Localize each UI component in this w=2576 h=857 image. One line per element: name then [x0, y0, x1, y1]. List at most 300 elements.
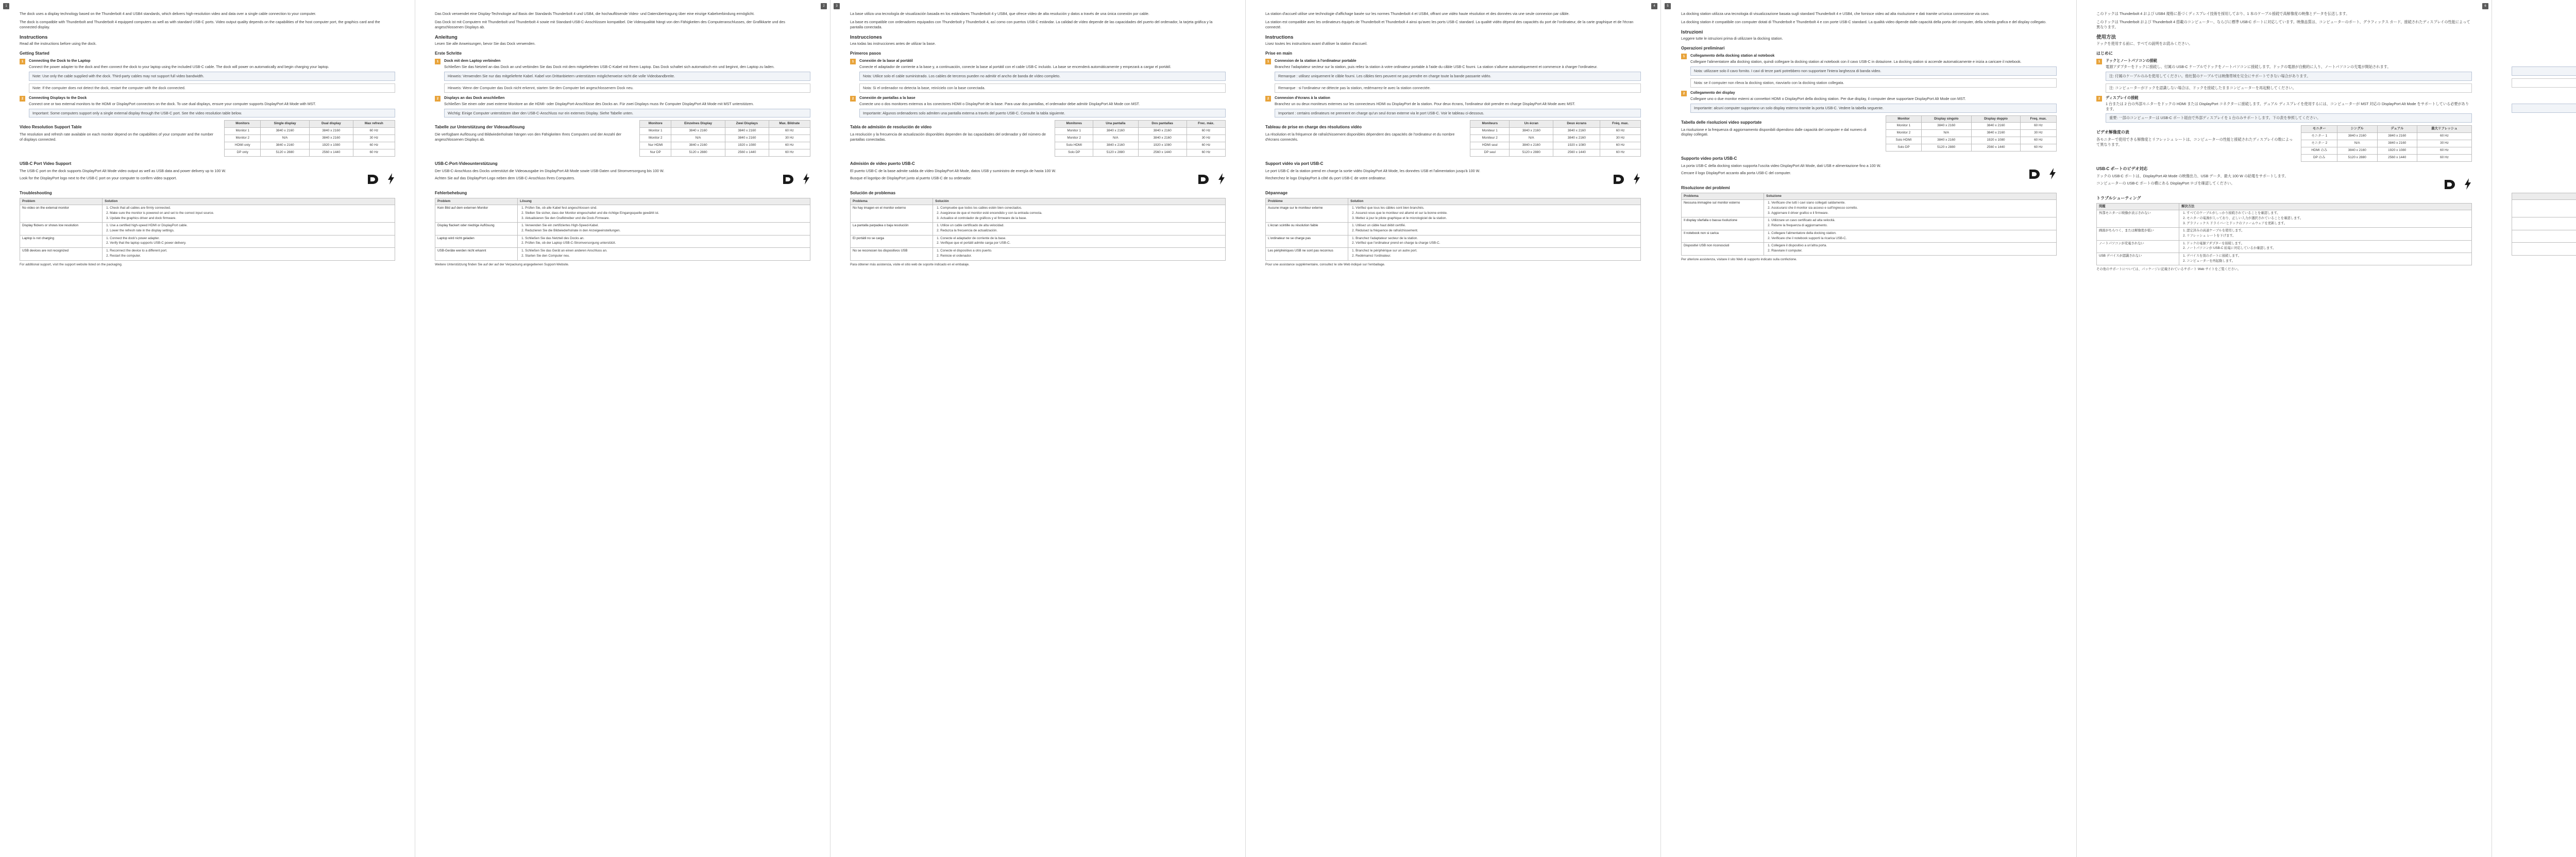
resolution-table-cell: 1920 x 1080 [1553, 142, 1600, 149]
troubleshooting-row [435, 205, 810, 223]
resolution-table-cell: 3840 x 2160 [2337, 133, 2378, 140]
troubleshooting-title: Risoluzione dei problemi [1681, 185, 1730, 190]
support-footer: その他のサポートについては、パッケージに記載されているサポート Web サイトをご覧ください。 [2096, 267, 2241, 272]
resolution-table-cell: 3840 x 2160 [1138, 128, 1187, 135]
usbc-video-paragraph: コンピューターの USB-C ポートの横にある DisplayPort ロゴを確認してください。 [2096, 180, 2235, 186]
resolution-table-cell: 3840 x 2160 [261, 128, 310, 135]
resolution-table-cell: HDMI seul [1470, 142, 1510, 149]
step-body [2512, 59, 2576, 64]
solution-step: 1. Branchez l'adaptateur secteur de la station. [1355, 237, 1638, 241]
solution-step [2514, 201, 2576, 206]
troubleshooting-row [435, 248, 810, 260]
displayport-logo [2443, 179, 2456, 191]
solution-list [105, 206, 393, 221]
troubleshooting-header: Lösung [518, 198, 810, 205]
troubleshooting-solution [1348, 235, 1641, 247]
resolution-table-row [1055, 149, 1226, 156]
troubleshooting-problem: 外部モニターに映像が表示されない [2097, 210, 2179, 228]
usbc-video-section [435, 169, 810, 186]
step-title: Displays an das Dock anschließen [444, 95, 505, 100]
usbc-video-section [2096, 174, 2472, 191]
troubleshooting-solution [518, 205, 810, 223]
language-panel-en [0, 0, 415, 857]
solution-step: 1. Utilisez un câble haut débit certifié. [1355, 224, 1638, 228]
resolution-table-row [1055, 135, 1226, 142]
troubleshooting-problem: No se reconocen los dispositivos USB [851, 248, 933, 260]
resolution-table-cell: 1920 x 1080 [1972, 137, 2021, 144]
displayport-logo [366, 174, 380, 186]
solution-list [1766, 244, 2054, 253]
usbc-video-paragraph: El puerto USB-C de la base admite salida de vídeo DisplayPort Alt Mode, datos USB y suministro de energía de hasta 100 W. [850, 168, 1056, 173]
step-body: Connect one or two external monitors to the HDMI or DisplayPort connectors on the dock. To use dual displays, ensure your computer supports DisplayPort Alt Mode with MST. [29, 101, 316, 106]
resolution-table-text: La resolución y la frecuencia de actualización disponibles dependen de las capacidades del ordenador y del número de pantallas conectadas. [850, 132, 1046, 142]
instructions-title: Instrucciones [850, 34, 882, 40]
solution-list [935, 224, 1223, 233]
displayport-logo [2028, 169, 2041, 181]
resolution-table-title: Video Resolution Support Table [20, 125, 82, 130]
resolution-table-cell: 2560 x 1440 [1972, 144, 2021, 151]
step-body: Conecte uno o dos monitores externos a los conectores HDMI o DisplayPort de la base. Para usar dos pantallas, el ordenador debe admitir DisplayPort Alt Mode con MST. [859, 101, 1140, 106]
resolution-table-header: Dos pantallas [1138, 121, 1187, 128]
troubleshooting-row [20, 235, 395, 247]
resolution-table-header: Display singolo [1921, 115, 1971, 123]
usbc-video-paragraph: ドックの USB-C ポートは、DisplayPort Alt Mode の映像出力、USB データ、最大 100 W の給電をサポートします。 [2096, 173, 2289, 178]
intro-paragraph: Das Dock verwendet eine Display-Technologie auf Basis der Standards Thunderbolt 4 und USB4, die hochauflösende Video- und Datenübertragung über eine einzige Kabelverbindung ermöglicht. [435, 11, 755, 16]
intro-paragraph: La base es compatible con ordenadores equipados con Thunderbolt y Thunderbolt 4, así como con puertos USB-C estándar. La calidad de vídeo depende de las capacidades del puerto del ordenador, la tarjeta gráfica y la pantalla conectada. [850, 19, 1213, 29]
solution-step [2514, 249, 2576, 254]
step-item [2096, 95, 2472, 123]
resolution-table [639, 120, 810, 156]
solution-step: 3. Update the graphics driver and dock firmware. [110, 216, 393, 221]
solution-step: 1. デバイスを別のポートに接続します。 [2187, 254, 2469, 259]
troubleshooting-header: Soluzione [1764, 193, 2057, 200]
step-note: Note: Use only the cable supplied with the dock. Third-party cables may not support full video bandwidth. [29, 72, 395, 81]
troubleshooting-row [2512, 200, 2576, 217]
troubleshooting-title: Troubleshooting [20, 190, 52, 195]
solution-list [2514, 201, 2576, 215]
troubleshooting-problem: Nessuna immagine sul monitor esterno [1682, 200, 1764, 217]
troubleshooting-header: Problema [851, 198, 933, 205]
resolution-table-cell: N/A [1921, 130, 1971, 137]
solution-list [520, 249, 808, 258]
troubleshooting-solution [933, 205, 1226, 223]
troubleshooting-solution [1764, 230, 2057, 242]
solution-step: 3. Actualice el controlador de gráficos y el firmware de la base. [940, 216, 1223, 221]
solution-step: 2. Asegúrese de que el monitor esté encendido y con la entrada correcta. [940, 211, 1223, 216]
solution-step: 2. Reduzieren Sie die Bildwiederholrate in den Anzeigeeinstellungen. [525, 229, 808, 233]
support-footer [2512, 258, 2576, 262]
resolution-table-cell: N/A [671, 135, 725, 142]
step-body: Collegare l'alimentatore alla docking station, quindi collegare la docking station al notebook con il cavo USB-C in dotazione. La docking station si accende automaticamente e inizia a caricare il notebook. [1690, 59, 2022, 64]
step-note: 重要: 一部のコンピューターは USB-C ポート経由で外部ディスプレイを 1 台のみサポートします。下の表を参照してください。 [2106, 113, 2472, 123]
resolution-section [435, 120, 810, 156]
solution-step [2514, 219, 2576, 223]
troubleshooting-row [1682, 243, 2057, 255]
resolution-section [1681, 115, 2057, 152]
resolution-table-cell: 60 Hz [353, 149, 395, 156]
step-note [2512, 104, 2576, 113]
intro-text [2096, 11, 2472, 30]
resolution-table-cell: 2560 x 1440 [1553, 149, 1600, 156]
troubleshooting-problem: Kein Bild auf dem externen Monitor [435, 205, 518, 223]
solution-step: 2. Prüfen Sie, ob der Laptop USB-C-Stromversorgung unterstützt. [525, 241, 808, 246]
troubleshooting-row [435, 223, 810, 235]
resolution-table-cell: Monitor 2 [225, 135, 261, 142]
resolution-table-cell: 30 Hz [2020, 130, 2056, 137]
instructions-subtitle: Read all the instructions before using the dock. [20, 41, 97, 46]
solution-list [2514, 244, 2576, 253]
resolution-table-header: Display doppio [1972, 115, 2021, 123]
solution-step: 2. Make sure the monitor is powered on and set to the correct input source. [110, 211, 393, 216]
intro-paragraph: La docking station utilizza una tecnologia di visualizzazione basata sugli standard Thunderbolt 4 e USB4, che fornisce video ad alta risoluzione e dati tramite un'unica connessione via cavo. [1681, 11, 1990, 16]
troubleshooting-problem: USB-Geräte werden nicht erkannt [435, 248, 518, 260]
step-note: Wichtig: Einige Computer unterstützen über den USB-C-Anschluss nur ein externes Display. Siehe Tabelle unten. [444, 109, 810, 118]
getting-started-heading: Erste Schritte [435, 51, 462, 56]
resolution-table-cell: 3840 x 2160 [1972, 130, 2021, 137]
solution-list [1350, 237, 1638, 246]
troubleshooting-solution [933, 235, 1226, 247]
resolution-table [1886, 115, 2057, 152]
page-number: 4 [1651, 3, 1657, 9]
resolution-table-row [225, 149, 395, 156]
usbc-video-title: Admisión de vídeo puerto USB-C [850, 161, 915, 166]
resolution-table-cell: Moniteur 1 [1470, 128, 1510, 135]
power-delivery-logo [1633, 173, 1641, 186]
displayport-icon [1197, 174, 1210, 185]
resolution-table-cell: 60 Hz [2417, 147, 2472, 154]
resolution-table [224, 120, 395, 156]
troubleshooting-solution [2512, 243, 2576, 255]
resolution-table-header: Moniteurs [1470, 121, 1510, 128]
resolution-table-text: Die verfügbare Auflösung und Bildwiederholrate hängen von den Fähigkeiten Ihres Computers und der Anzahl der angeschlossenen Displays ab. [435, 132, 622, 142]
solution-list [2181, 211, 2469, 226]
troubleshooting-problem: No hay imagen en el monitor externo [851, 205, 933, 223]
resolution-table-header: Zwei Displays [725, 121, 769, 128]
resolution-table-row [1470, 128, 1641, 135]
resolution-table-cell: 5120 x 2880 [2337, 154, 2378, 161]
troubleshooting-solution [2179, 240, 2472, 253]
solution-step: 1. Branchez le périphérique sur un autre port. [1355, 249, 1638, 254]
step-number-badge: 1 [1681, 54, 1687, 59]
resolution-table-cell: HDMI のみ [2301, 147, 2337, 154]
getting-started-heading [2512, 45, 2576, 51]
instructions-title: Istruzioni [1681, 29, 1703, 35]
support-footer: Weitere Unterstützung finden Sie auf der auf der Verpackung angegebenen Support-Website. [435, 262, 569, 266]
step-number-badge: 2 [850, 96, 856, 102]
resolution-table-row [2301, 140, 2472, 147]
troubleshooting-row [2097, 253, 2472, 265]
solution-step: 2. Riavviare il computer. [1771, 249, 2054, 254]
steps-list [1681, 53, 2057, 113]
usbc-video-section [2512, 163, 2576, 181]
troubleshooting-problem: Laptop wird nicht geladen [435, 235, 518, 247]
resolution-table-cell: Monitor 2 [1886, 130, 1921, 137]
solution-step: 1. Reconnect the device to a different port. [110, 249, 393, 254]
resolution-table-row [1470, 135, 1641, 142]
step-note: Nota: utilizzare solo il cavo fornito. I cavi di terze parti potrebbero non supportare l'intera larghezza di banda video. [1690, 66, 2057, 76]
step-title: Collegamento dei display [1690, 90, 1735, 95]
intro-paragraph: La station est compatible avec les ordinateurs équipés de Thunderbolt et Thunderbolt 4 ainsi qu'avec les ports USB-C standard. La qualité vidéo dépend des capacités du port de l'ordinateur, de la carte graphique et de l'écran connecté. [1265, 19, 1634, 29]
resolution-section [2096, 125, 2472, 161]
solution-step: 1. Utilizzare un cavo certificato ad alta velocità. [1771, 219, 2054, 223]
solution-step: 2. Reduzca la frecuencia de actualización. [940, 229, 1223, 233]
resolution-table-title [2512, 120, 2576, 125]
step-item [2096, 58, 2472, 93]
resolution-table-cell: 60 Hz [2417, 133, 2472, 140]
language-panel-ar [2492, 0, 2576, 857]
step-note: Important: Some computers support only a single external display through the USB-C port. See the video resolution table below. [29, 109, 395, 118]
resolution-table-cell: 30 Hz [769, 135, 810, 142]
resolution-table-cell: 3840 x 2160 [1921, 137, 1971, 144]
step-title: Dock mit dem Laptop verbinden [444, 58, 501, 63]
resolution-table-cell: 60 Hz [1600, 149, 1641, 156]
resolution-table-header: Deux écrans [1553, 121, 1600, 128]
step-body: Schließen Sie das Netzteil an das Dock an und verbinden Sie das Dock mit dem mitgelieferten USB-C-Kabel mit Ihrem Laptop. Das Dock schaltet sich automatisch ein und beginnt, den Laptop zu laden. [444, 64, 775, 69]
resolution-table-header: Einzelnes Display [671, 121, 725, 128]
resolution-table-header: Monitores [1055, 121, 1093, 128]
resolution-table-cell: 3840 x 2160 [671, 128, 725, 135]
solution-list [520, 237, 808, 246]
solution-list [2514, 219, 2576, 228]
solution-step: 1. すべてのケーブルがしっかり接続されていることを確認します。 [2187, 211, 2469, 216]
usbc-video-text [20, 169, 361, 183]
instructions-title [2512, 29, 2576, 36]
troubleshooting-row [1682, 230, 2057, 242]
solution-list [1766, 231, 2054, 241]
getting-started-heading: Operazioni preliminari [1681, 45, 1725, 51]
solution-step: 1. Vérifiez que tous les câbles sont bien branchés. [1355, 206, 1638, 211]
resolution-table-header: シングル [2337, 126, 2378, 133]
page-number: 5 [1665, 3, 1671, 9]
step-note: Hinweis: Wenn der Computer das Dock nicht erkennt, starten Sie den Computer bei angeschlossenem Dock neu. [444, 83, 810, 93]
step-item [1265, 58, 1641, 93]
solution-list [1766, 201, 2054, 215]
usbc-video-title: USB-C Port Video Support [20, 161, 72, 166]
solution-step: 2. モニターの電源が入っており、正しい入力が選択されていることを確認します。 [2187, 216, 2469, 221]
resolution-table-row [2301, 154, 2472, 161]
troubleshooting-table [1265, 198, 1641, 261]
support-footer: For additional support, visit the support website listed on the packaging. [20, 262, 123, 266]
intro-paragraph: La base utiliza una tecnología de visualización basada en los estándares Thunderbolt 4 y USB4, que ofrece vídeo de alta resolución y datos a través de una única conexión por cable. [850, 11, 1149, 16]
resolution-table-cell: 3840 x 2160 [261, 142, 310, 149]
step-note: Nota: Utilice solo el cable suministrado. Los cables de terceros pueden no admitir el ancho de banda de vídeo completo. [859, 72, 1226, 81]
solution-step: 1. ドックの電源アダプターを接続します。 [2187, 242, 2469, 246]
solution-list [2181, 254, 2469, 263]
displayport-icon [782, 174, 795, 185]
resolution-table-row [1886, 144, 2057, 151]
step-body: 電源アダプターをドックに接続し、付属の USB-C ケーブルでドックをノートパソコンに接続します。ドックの電源が自動的に入り、ノートパソコンの充電が開始されます。 [2106, 64, 2391, 69]
solution-step: 2. Assicurarsi che il monitor sia acceso e sull'ingresso corretto. [1771, 206, 2054, 211]
solution-step: 1. 認定済みの高速ケーブルを使用します。 [2187, 229, 2469, 233]
step-item [435, 58, 810, 93]
troubleshooting-table [1681, 193, 2057, 256]
step-item [435, 95, 810, 118]
resolution-table-cell: Solo DP [1886, 144, 1921, 151]
resolution-table-title: Tabella delle risoluzioni video supportate [1681, 120, 1762, 125]
resolution-table-row [1886, 130, 2057, 137]
intro-paragraph: このドックは Thunderbolt 4 および USB4 規格に基づくディスプレイ技術を採用しており、1 本のケーブル接続で高解像度の映像とデータを伝送します。 [2096, 11, 2350, 16]
steps-list [850, 58, 1226, 118]
resolution-table-title: ビデオ解像度の表 [2096, 130, 2129, 135]
troubleshooting-problem: USB devices are not recognized [20, 248, 103, 260]
solution-step: 1. Use a certified high-speed HDMI or DisplayPort cable. [110, 224, 393, 228]
step-title: ディスプレイの接続 [2106, 95, 2139, 100]
step-item [1681, 90, 2057, 113]
resolution-table-cell: 3840 x 2160 [309, 135, 353, 142]
troubleshooting-header: Solution [1348, 198, 1641, 205]
solution-step: 1. Schließen Sie das Gerät an einen anderen Anschluss an. [525, 249, 808, 254]
step-note [2512, 66, 2576, 76]
resolution-table-title: Tabelle zur Unterstützung der Videoauflösung [435, 125, 525, 130]
resolution-table-cell: N/A [1093, 135, 1138, 142]
resolution-table-cell: 60 Hz [2020, 137, 2056, 144]
resolution-section [1265, 120, 1641, 156]
step-number-badge: 2 [1681, 91, 1687, 96]
resolution-table-text: La résolution et la fréquence de rafraîchissement disponibles dépendent des capacités de l'ordinateur et du nombre d'écrans connectés. [1265, 132, 1455, 142]
resolution-table-cell: N/A [1510, 135, 1553, 142]
step-body: 1 台または 2 台の外部モニターをドックの HDMI または DisplayPort コネクターに接続します。デュアル ディスプレイを使用するには、コンピューターが MST 対応の DisplayPort Alt Mode をサポートしている必要があります。 [2106, 101, 2469, 111]
step-note: Remarque : si l'ordinateur ne détecte pas la station, redémarrez-le avec la station connectée. [1275, 83, 1641, 93]
language-panel-fr [1246, 0, 1661, 857]
steps-list [2096, 58, 2472, 123]
solution-step: 1. Compruebe que todos los cables estén bien conectados. [940, 206, 1223, 211]
troubleshooting-problem: El portátil no se carga [851, 235, 933, 247]
resolution-table-cell: 3840 x 2160 [1921, 123, 1971, 130]
solution-list [1350, 206, 1638, 221]
resolution-table-row [1055, 128, 1226, 135]
step-note: 注: 付属のケーブルのみを使用してください。他社製のケーブルでは映像帯域を完全にサポートできない場合があります。 [2106, 72, 2472, 81]
solution-list [2181, 242, 2469, 251]
troubleshooting-solution [2179, 228, 2472, 240]
troubleshooting-problem: ノートパソコンが充電されない [2097, 240, 2179, 253]
step-title: Collegamento della docking station al notebook [1690, 53, 1775, 58]
resolution-table-row [1055, 142, 1226, 149]
power-delivery-logo [1217, 173, 1226, 186]
troubleshooting-table [435, 198, 810, 261]
resolution-table-cell: Solo HDMI [1886, 137, 1921, 144]
resolution-table-cell: 3840 x 2160 [725, 135, 769, 142]
solution-step: 2. Reinicie el ordenador. [940, 254, 1223, 259]
solution-list [2181, 229, 2469, 238]
resolution-table-cell: 3840 x 2160 [1972, 123, 2021, 130]
displayport-logo [1197, 174, 1210, 186]
solution-list [935, 206, 1223, 221]
resolution-table-cell: 60 Hz [1187, 149, 1225, 156]
lightning-bolt-icon [2048, 167, 2057, 180]
resolution-table-cell: 2560 x 1440 [2377, 154, 2417, 161]
solution-step: 2. Ridurre la frequenza di aggiornamento. [1771, 224, 2054, 228]
step-number-badge: 1 [20, 59, 25, 64]
resolution-table-cell: 3840 x 2160 [1510, 128, 1553, 135]
troubleshooting-solution [103, 223, 395, 235]
resolution-table-header: Fréq. max. [1600, 121, 1641, 128]
resolution-table-cell: 3840 x 2160 [671, 142, 725, 149]
step-title [2512, 53, 2576, 58]
usbc-video-title: USB-C ポートのビデオ対応 [2096, 166, 2148, 171]
intro-text [2512, 11, 2576, 25]
troubleshooting-row [2097, 228, 2472, 240]
step-body: Branchez l'adaptateur secteur sur la station, puis reliez la station à votre ordinateur portable à l'aide du câble USB-C fourni. La station s'allume automatiquement et commence à charger l'ordinateur. [1275, 64, 1598, 69]
step-note: Importante: Algunos ordenadores solo admiten una pantalla externa a través del puerto USB-C. Consulte la tabla siguiente. [859, 109, 1226, 118]
resolution-table-row [640, 142, 810, 149]
resolution-section [850, 120, 1226, 156]
page-number: 1 [3, 3, 9, 9]
troubleshooting-row [2512, 243, 2576, 255]
intro-paragraph: このドックは Thunderbolt および Thunderbolt 4 搭載のコンピューター、ならびに標準 USB-C ポートに対応しています。映像品質は、コンピューターのポート、グラフィックス カード、接続されたディスプレイの性能によって異なります。 [2096, 19, 2470, 29]
resolution-table-cell: 3840 x 2160 [309, 128, 353, 135]
troubleshooting-problem: No video on the external monitor [20, 205, 103, 223]
resolution-table-cell: 60 Hz [1187, 142, 1225, 149]
troubleshooting-solution [518, 248, 810, 260]
usbc-video-section [1265, 169, 1641, 186]
usbc-video-section [1681, 163, 2057, 181]
step-body: Branchez un ou deux moniteurs externes sur les connecteurs HDMI ou DisplayPort de la station. Pour deux écrans, l'ordinateur doit prendre en charge DisplayPort Alt Mode avec MST. [1275, 101, 1575, 106]
usbc-video-text [850, 169, 1192, 183]
intro-paragraph [2512, 20, 2576, 25]
usbc-video-paragraph: Le port USB-C de la station prend en charge la sortie vidéo DisplayPort Alt Mode, les données USB et l'alimentation jusqu'à 100 W. [1265, 168, 1481, 173]
intro-text [1265, 11, 1641, 30]
usbc-video-paragraph: La porta USB-C della docking station supporta l'uscita video DisplayPort Alt Mode, dati USB e alimentazione fino a 100 W. [1681, 163, 1882, 168]
solution-step: 3. Aktualisieren Sie den Grafiktreiber und die Dock-Firmware. [525, 216, 808, 221]
resolution-table-cell: Nur DP [640, 149, 671, 156]
resolution-table-row [225, 135, 395, 142]
resolution-table-cell: 3840 x 2160 [1553, 135, 1600, 142]
resolution-table-cell: 3840 x 2160 [1093, 142, 1138, 149]
step-note: Nota: se il computer non rileva la docking station, riavviarlo con la docking station collegata. [1690, 78, 2057, 88]
resolution-table-cell: Monitor 1 [225, 128, 261, 135]
step-item [20, 58, 395, 93]
solution-step: 2. Réduisez la fréquence de rafraîchissement. [1355, 229, 1638, 233]
solution-step: 2. Lower the refresh rate in the display settings. [110, 229, 393, 233]
resolution-table-cell: 3840 x 2160 [1093, 128, 1138, 135]
resolution-table-row [2301, 133, 2472, 140]
solution-step [2514, 231, 2576, 236]
page-number: 6 [2482, 3, 2488, 9]
step-item [850, 95, 1226, 118]
resolution-table-cell: DP seul [1470, 149, 1510, 156]
solution-step: 1. Utilice un cable certificado de alta velocidad. [940, 224, 1223, 228]
steps-list [435, 58, 810, 118]
resolution-table-cell: HDMI only [225, 142, 261, 149]
solution-step: 1. Verwenden Sie ein zertifiziertes High-Speed-Kabel. [525, 224, 808, 228]
resolution-table-row [2301, 147, 2472, 154]
troubleshooting-problem: L'ordinateur ne se charge pas [1266, 235, 1348, 247]
resolution-table-header: モニター [2301, 126, 2337, 133]
troubleshooting-problem: Display flackert oder niedrige Auflösung [435, 223, 518, 235]
usbc-video-section [20, 169, 395, 186]
solution-step: 1. Connect the dock's power adapter. [110, 237, 393, 241]
resolution-table-header: Monitors [225, 121, 261, 128]
solution-step: 2. Starten Sie den Computer neu. [525, 254, 808, 259]
language-panel-de [415, 0, 831, 857]
support-footer: Per ulteriore assistenza, visitare il sito Web di supporto indicato sulla confezione. [1681, 257, 1797, 261]
resolution-table-header: Freq. max. [2020, 115, 2056, 123]
troubleshooting-header: Problème [1266, 198, 1348, 205]
resolution-table-cell: 3840 x 2160 [1138, 135, 1187, 142]
resolution-table-cell: Monitor 1 [1886, 123, 1921, 130]
intro-paragraph: The dock uses a display technology based on the Thunderbolt 4 and USB4 standards, which delivers high-resolution video and data over a single cable connection to your computer. [20, 11, 316, 16]
solution-list [520, 224, 808, 233]
lightning-bolt-icon [2464, 178, 2472, 190]
instructions-subtitle: Lisez toutes les instructions avant d'utiliser la station d'accueil. [1265, 41, 1368, 46]
usbc-video-title: USB-C-Port-Videounterstützung [435, 161, 498, 166]
resolution-table-cell: 60 Hz [1600, 142, 1641, 149]
steps-list [2512, 53, 2576, 113]
step-item [2512, 53, 2576, 88]
step-item [2512, 90, 2576, 113]
resolution-table-cell: 30 Hz [1187, 135, 1225, 142]
solution-step: 3. Aggiornare il driver grafico e il firmware. [1771, 211, 2054, 216]
